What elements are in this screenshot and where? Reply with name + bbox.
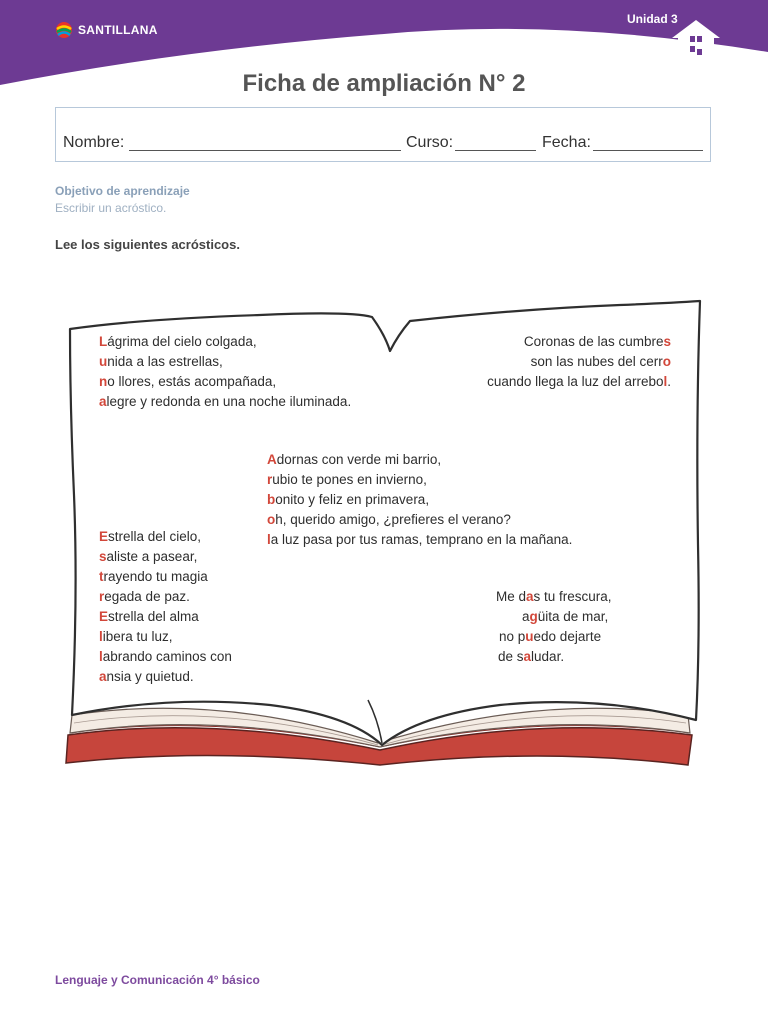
- house-icon: [668, 16, 724, 64]
- page-title: Ficha de ampliación N° 2: [242, 70, 526, 97]
- poem-line: alegre y redonda en una noche iluminada.: [99, 394, 352, 409]
- poem-estrella: [99, 527, 232, 687]
- poem-line: agüita de mar,: [522, 609, 609, 624]
- poem-line: bonito y feliz en primavera,: [267, 492, 430, 507]
- course-label: Curso:: [406, 134, 454, 151]
- poem-line: no puedo dejarte: [499, 629, 602, 644]
- poem-line: Estrella del cielo,: [99, 529, 202, 544]
- poem-line: Coronas de las cumbres: [523, 334, 671, 349]
- santillana-logo: [54, 16, 158, 44]
- poem-line: ansia y quietud.: [99, 669, 194, 684]
- poem-line: de saludar.: [498, 649, 565, 664]
- santillana-logo-icon: [54, 20, 74, 40]
- poem-sol: [440, 332, 671, 392]
- date-label: Fecha:: [542, 134, 591, 151]
- poem-line: trayendo tu magia: [99, 569, 208, 584]
- poem-line: Estrella del alma: [99, 609, 199, 624]
- poem-line: cuando llega la luz del arrebol.: [487, 374, 671, 389]
- poem-line: no llores, estás acompañada,: [99, 374, 277, 389]
- name-field[interactable]: [129, 150, 401, 151]
- objective-heading: Objetivo de aprendizaje: [55, 184, 190, 198]
- poem-line: unida a las estrellas,: [99, 354, 223, 369]
- instruction: Lee los siguientes acrósticos.: [55, 237, 240, 252]
- student-info-box: [55, 107, 711, 162]
- poem-line: son las nubes del cerro: [530, 354, 671, 369]
- poem-line: Lágrima del cielo colgada,: [99, 334, 257, 349]
- poem-line: la luz pasa por tus ramas, temprano en la mañana.: [267, 532, 573, 547]
- poem-line: saliste a pasear,: [99, 549, 198, 564]
- name-label: Nombre:: [63, 134, 125, 151]
- poem-line: rubio te pones en invierno,: [267, 472, 427, 487]
- unit-label: Unidad 3: [627, 12, 678, 26]
- poem-agua: [496, 587, 612, 667]
- poem-line: Me das tu frescura,: [496, 589, 612, 604]
- poem-line: Adornas con verde mi barrio,: [267, 452, 442, 467]
- footer-subject: Lenguaje y Comunicación 4° básico: [55, 973, 260, 987]
- poem-line: regada de paz.: [99, 589, 190, 604]
- course-field[interactable]: [455, 150, 536, 151]
- date-field[interactable]: [593, 150, 703, 151]
- objective-text: Escribir un acróstico.: [55, 201, 167, 215]
- poem-line: oh, querido amigo, ¿prefieres el verano?: [267, 512, 511, 527]
- brand-name: SANTILLANA: [78, 23, 158, 37]
- poem-arbol: [267, 450, 572, 550]
- poem-line: labrando caminos con: [99, 649, 232, 664]
- poem-line: libera tu luz,: [99, 629, 173, 644]
- poem-luna: [99, 332, 351, 412]
